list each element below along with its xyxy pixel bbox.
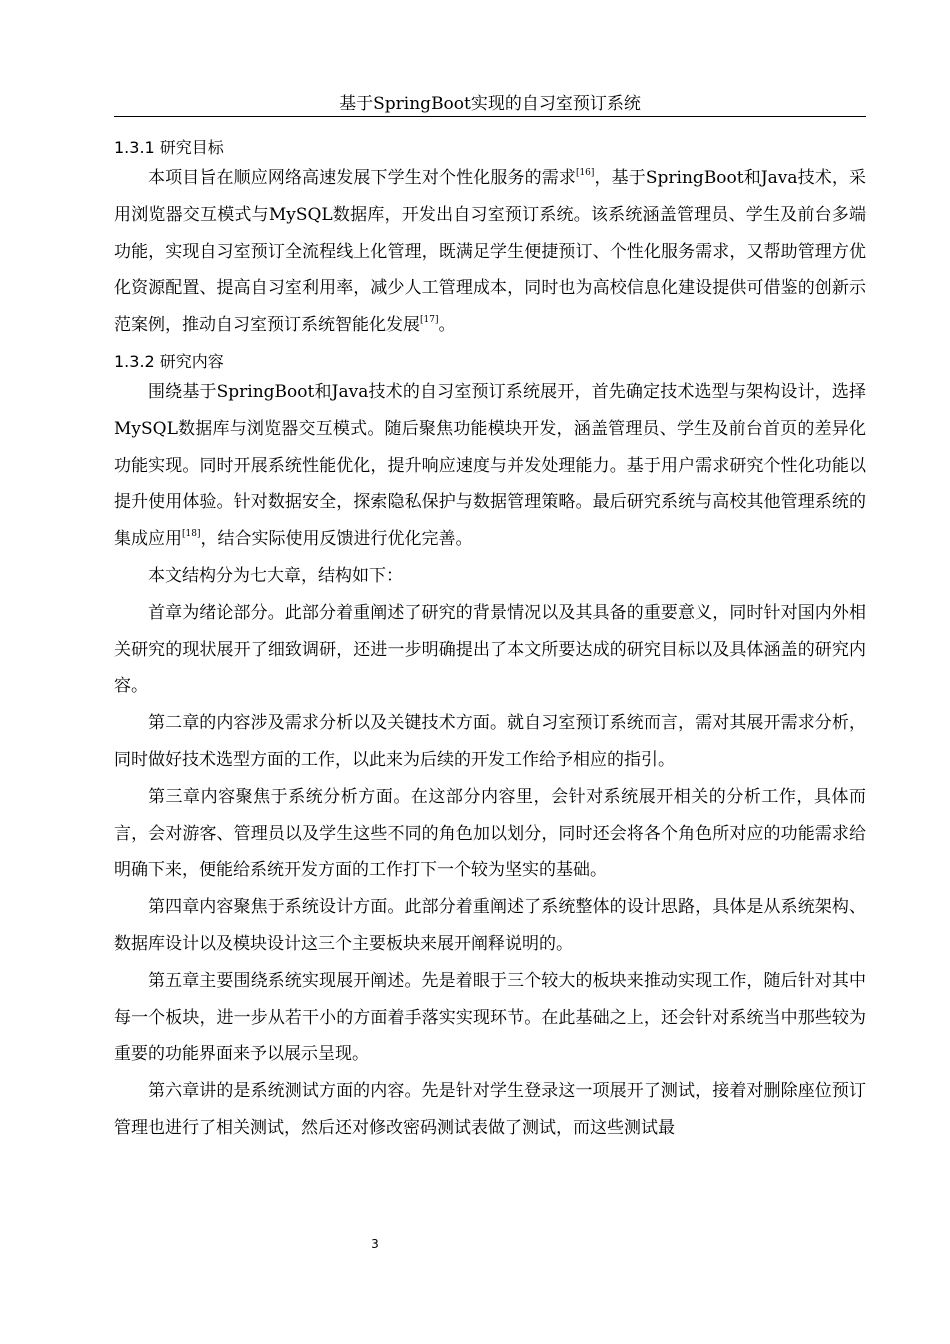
paragraph-chapter-2: 第二章的内容涉及需求分析以及关键技术方面。就自习室预订系统而言，需对其展开需求分析，同时做好技术选型方面的工作，以此来为后续的开发工作给予相应的指引。	[114, 713, 866, 770]
paragraph-text: ，基于SpringBoot和Java技术，采用浏览器交互模式与MySQL数据库，开发出自习室预订系统。该系统涵盖管理员、学生及前台多端功能，实现自习室预订全流程线上化管理，既满足学生便捷预订、个性化服务需求，又帮助管理方优化资源配置、提高自习室利用率，减少人工管理成本，同时也为高校信息化建设提供可借鉴的创新示范案例，推动自习室预订系统智能化发展	[114, 168, 867, 336]
page-header-title: 基于SpringBoot实现的自习室预订系统	[339, 94, 641, 114]
citation-ref: [18]	[182, 529, 201, 540]
paragraph-text: ，结合实际使用反馈进行优化完善。	[200, 529, 473, 550]
paragraph-research-content	[114, 374, 866, 558]
paragraph-chapter-6: 第六章讲的是系统测试方面的内容。先是针对学生登录这一项展开了测试，接着对删除座位预订管理也进行了相关测试，然后还对修改密码测试表做了测试，而这些测试最	[114, 1081, 866, 1138]
section-heading-research-content: 1.3.2 研究内容	[114, 351, 224, 371]
header-divider	[114, 116, 866, 117]
paragraph-structure-intro: 本文结构分为七大章，结构如下：	[148, 565, 403, 586]
document-body	[114, 136, 866, 1147]
paragraph-chapter-4: 第四章内容聚焦于系统设计方面。此部分着重阐述了系统整体的设计思路，具体是从系统架构、数据库设计以及模块设计这三个主要板块来展开阐释说明的。	[114, 897, 866, 954]
paragraph-text: 。	[438, 315, 456, 336]
citation-ref: [17]	[420, 315, 439, 326]
paragraph-text: 围绕基于SpringBoot和Java技术的自习室预订系统展开，首先确定技术选型与架构设计，选择MySQL数据库与浏览器交互模式。随后聚焦功能模块开发，涵盖管理员、学生及前台首页的差异化功能实现。同时开展系统性能优化，提升响应速度与并发处理能力。基于用户需求研究个性化功能以提升使用体验。针对数据安全，探索隐私保护与数据管理策略。最后研究系统与高校其他管理系统的集成应用	[114, 381, 866, 550]
section-heading-research-goal: 1.3.1 研究目标	[114, 138, 224, 157]
paragraph-chapter-5: 第五章主要围绕系统实现展开阐述。先是着眼于三个较大的板块来推动实现工作，随后针对其中每一个板块，进一步从若干小的方面着手落实实现环节。在此基础之上，还会针对系统当中那些较为重要的功能界面来予以展示呈现。	[114, 970, 866, 1065]
paragraph-chapter-1: 首章为绪论部分。此部分着重阐述了研究的背景情况以及其具备的重要意义，同时针对国内外相关研究的现状展开了细致调研，还进一步明确提出了本文所要达成的研究目标以及具体涵盖的研究内容。	[114, 602, 866, 697]
paragraph-chapter-3: 第三章内容聚焦于系统分析方面。在这部分内容里，会针对系统展开相关的分析工作，具体而言，会对游客、管理员以及学生这些不同的角色加以划分，同时还会将各个角色所对应的功能需求给明确下来，便能给系统开发方面的工作打下一个较为坚实的基础。	[114, 786, 866, 881]
citation-ref: [16]	[575, 168, 595, 178]
page-number: 3	[371, 1237, 379, 1251]
paragraph-text: 本项目旨在顺应网络高速发展下学生对个性化服务的需求	[148, 168, 576, 188]
paragraph-research-goal	[114, 160, 866, 344]
